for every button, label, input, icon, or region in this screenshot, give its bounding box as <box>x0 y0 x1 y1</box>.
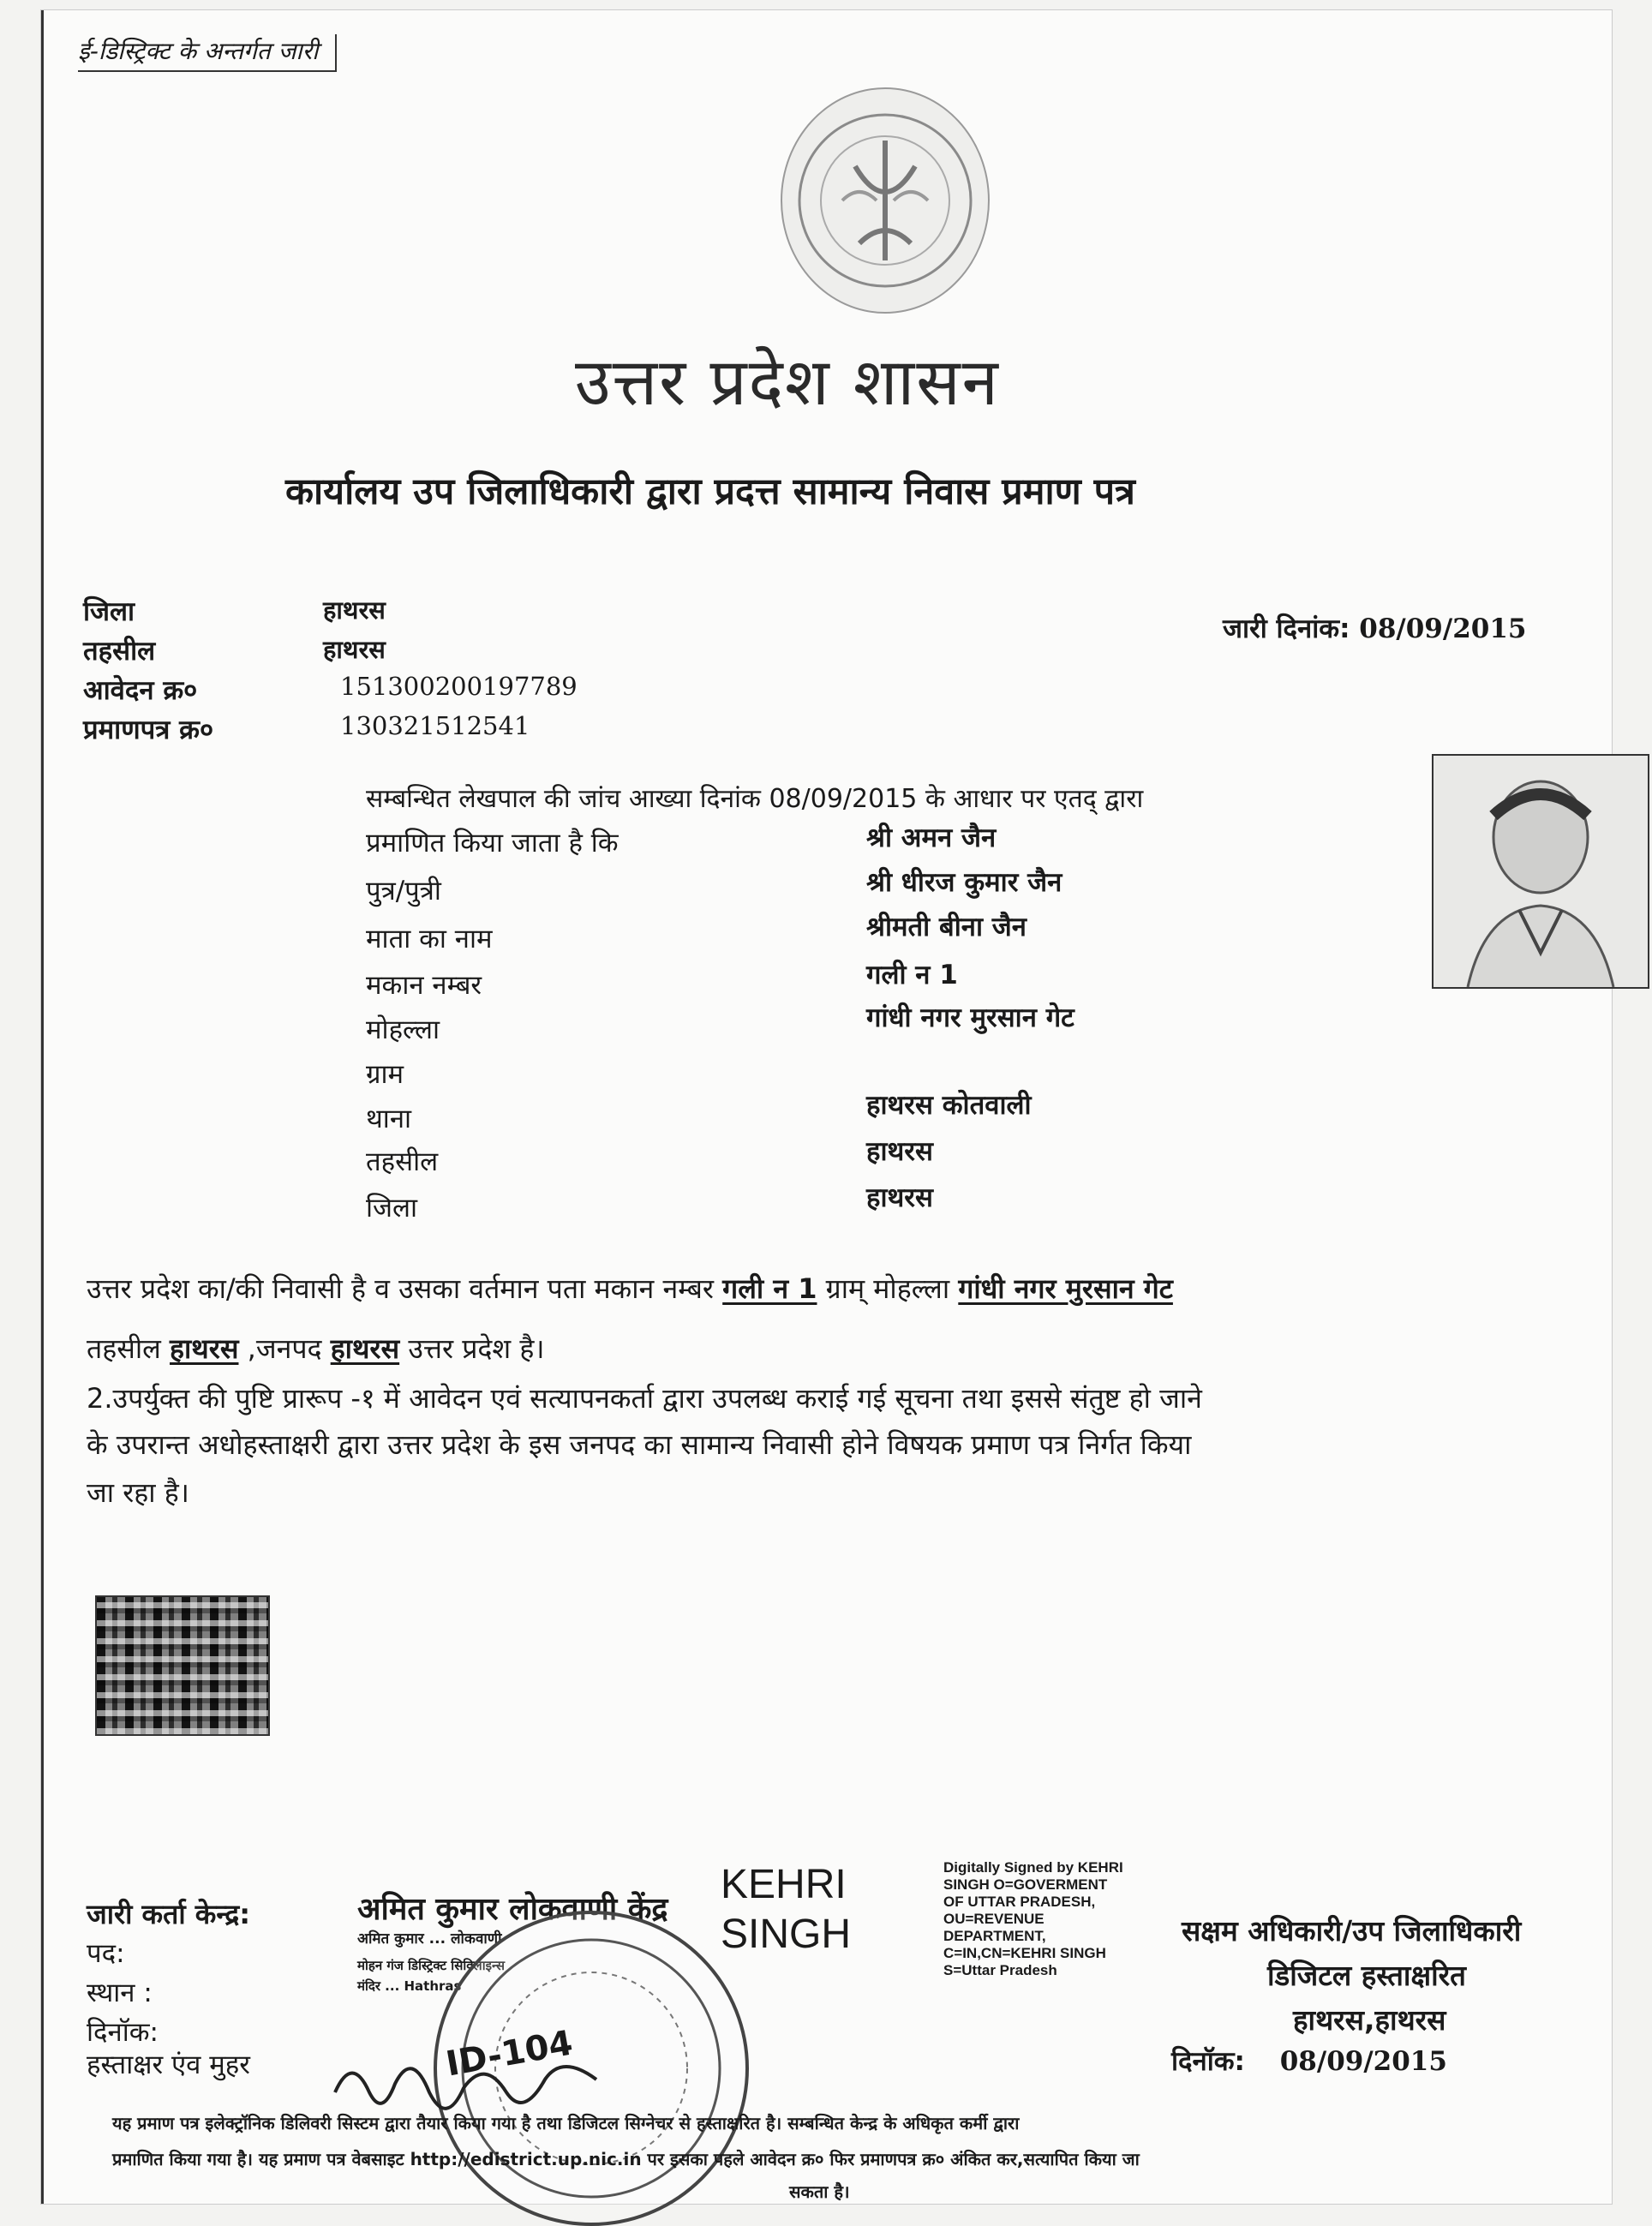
stamp-line-1: अमित कुमार ... लोकवाणी <box>357 1930 502 1948</box>
footer-note-line-3: सकता है। <box>789 2181 850 2202</box>
body-paragraph-1-line-1 <box>87 1270 1173 1307</box>
authority-date-value: 08/09/2015 <box>1279 2046 1447 2077</box>
issue-date-label: जारी दिनांक: <box>1223 613 1350 644</box>
detail-label-certified: प्रमाणित किया जाता है कि <box>366 828 619 859</box>
government-title: उत्तर प्रदेश शासन <box>575 344 1000 420</box>
handwritten-signature <box>326 2049 609 2118</box>
digital-signature-line: OU=REVENUE <box>943 1911 1044 1927</box>
qr-code <box>95 1595 270 1736</box>
detail-value-house-no: गली न 1 <box>866 960 958 990</box>
body-text: ग्राम् मोहल्ला <box>825 1272 950 1305</box>
header-note: ई-डिस्ट्रिक्ट के अन्तर्गत जारी <box>78 34 337 72</box>
meta-label-certificate-no: प्रमाणपत्र क्र० <box>83 715 214 745</box>
digital-signature-line: C=IN,CN=KEHRI SINGH <box>943 1945 1106 1961</box>
issuer-label: जारी कर्ता केन्द्र: <box>87 1898 251 1930</box>
date-label: दिनॉक: <box>87 2017 159 2048</box>
detail-value-police-station: हाथरस कोतवाली <box>866 1090 1032 1121</box>
applicant-photo <box>1432 754 1649 989</box>
body-mohalla: गांधी नगर मुरसान गेट <box>958 1272 1173 1305</box>
detail-label-police-station: थाना <box>366 1104 412 1134</box>
place-label: स्थान : <box>87 1978 153 2008</box>
certificate-sheet <box>41 10 1612 2204</box>
body-text: उत्तर प्रदेश है। <box>408 1332 545 1365</box>
body-paragraph-2-line-1: 2.उपर्युक्त की पुष्टि प्रारूप -१ में आवेदन एवं सत्यापनकर्ता द्वारा उपलब्ध कराई गई सूचना तथा इससे संतुष्ट हो जाने <box>87 1382 1202 1415</box>
body-paragraph-2-line-2: के उपरान्त अधोहस्ताक्षरी द्वारा उत्तर प्रदेश के इस जनपद का सामान्य निवासी होने विषयक प्रमाण पत्र निर्गत किया <box>87 1428 1192 1461</box>
body-text: तहसील <box>87 1332 161 1365</box>
detail-label-mother: माता का नाम <box>366 924 493 954</box>
stamp-line-2: मोहन गंज डिस्ट्रिक्ट सिविलाइन्स <box>357 1958 505 1973</box>
detail-label-house-no: मकान नम्बर <box>366 970 482 1001</box>
meta-value-certificate-no: 130321512541 <box>340 711 530 740</box>
detail-label-village: ग्राम <box>366 1059 404 1090</box>
footer-note-line-2: प्रमाणित किया गया है। यह प्रमाण पत्र वेबसाइट http://edistrict.up.nic.in पर इसका पहले आवेदन क्र० फिर प्रमाणपत्र क्र० अंकित कर,सत्यापित किया जा <box>112 2149 1140 2169</box>
digital-signature-line: OF UTTAR PRADESH, <box>943 1894 1096 1910</box>
seal-text: ID-104 <box>443 2023 576 2085</box>
body-text: उत्तर प्रदेश का/की निवासी है व उसका वर्तमान पता मकान नम्बर <box>87 1272 714 1305</box>
authority-date-label: दिनॉक: <box>1171 2046 1245 2077</box>
issue-date-value: 08/09/2015 <box>1359 613 1527 644</box>
body-paragraph-2-line-3: जा रहा है। <box>87 1476 189 1509</box>
issue-date <box>1223 610 1526 646</box>
digital-signature-line: DEPARTMENT, <box>943 1928 1046 1944</box>
digital-signature-block <box>943 1859 1123 1979</box>
stamp-line-3: मंदिर ... Hathras <box>357 1978 462 1994</box>
authority-line-3: हाथरस,हाथरस <box>1293 2003 1446 2037</box>
detail-label-district: जिला <box>366 1193 418 1224</box>
authority-line-1: सक्षम अधिकारी/उप जिलाधिकारी <box>1182 1914 1522 1948</box>
body-paragraph-1-line-2 <box>87 1330 544 1367</box>
detail-value-mohalla: गांधी नगर मुरसान गेट <box>866 1002 1074 1033</box>
sign-label: हस्ताक्षर एंव मुहर <box>87 2049 250 2080</box>
body-tehsil: हाथरस <box>170 1332 239 1365</box>
body-district: हाथरस <box>330 1332 400 1365</box>
detail-value-name: श्री अमन जैन <box>866 823 997 853</box>
authority-date <box>1171 2043 1447 2079</box>
meta-value-district: हाथरस <box>323 595 386 625</box>
meta-label-tehsil: तहसील <box>83 636 156 667</box>
digital-signature-line: SINGH O=GOVERMENT <box>943 1876 1108 1893</box>
certificate-title: कार्यालय उप जिलाधिकारी द्वारा प्रदत्त सामान्य निवास प्रमाण पत्र <box>285 470 1135 513</box>
footer-note-line-1: यह प्रमाण पत्र इलेक्ट्रॉनिक डिलिवरी सिस्टम द्वारा तैयार किया गया है तथा डिजिटल सिग्नेचर से हस्ताक्षरित है। सम्बन्धित केन्द्र के अधिकृत कर्मी द्वारा <box>112 2113 1020 2133</box>
meta-label-district: जिला <box>83 596 135 627</box>
signer-name-line-2: SINGH <box>721 1912 852 1957</box>
state-emblem-icon <box>781 87 990 314</box>
detail-value-mother: श्रीमती बीना जैन <box>866 912 1027 942</box>
detail-value-father: श्री धीरज कुमार जैन <box>866 867 1062 898</box>
intro-line: सम्बन्धित लेखपाल की जांच आख्या दिनांक 08/09/2015 के आधार पर एतद् द्वारा <box>366 784 1144 814</box>
digital-signature-line: S=Uttar Pradesh <box>943 1962 1057 1978</box>
signer-name-line-1: KEHRI <box>721 1862 847 1907</box>
digital-signature-line: Digitally Signed by KEHRI <box>943 1859 1123 1876</box>
issuer-value: अमित कुमार लोकवाणी केंद्र <box>357 1892 668 1927</box>
detail-value-tehsil: हाथरस <box>866 1136 933 1167</box>
body-house-no: गली न 1 <box>722 1272 817 1305</box>
detail-label-tehsil: तहसील <box>366 1146 439 1177</box>
detail-value-district: हाथरस <box>866 1182 933 1213</box>
detail-label-parent: पुत्र/पुत्री <box>366 876 441 907</box>
body-text: ,जनपद <box>247 1332 322 1365</box>
meta-value-application-no: 151300200197789 <box>340 672 578 701</box>
meta-label-application-no: आवेदन क्र० <box>83 675 198 706</box>
meta-value-tehsil: हाथरस <box>323 635 386 664</box>
authority-line-2: डिजिटल हस्ताक्षरित <box>1267 1959 1466 1992</box>
post-label: पद: <box>87 1938 125 1969</box>
detail-label-mohalla: मोहल्ला <box>366 1014 440 1045</box>
